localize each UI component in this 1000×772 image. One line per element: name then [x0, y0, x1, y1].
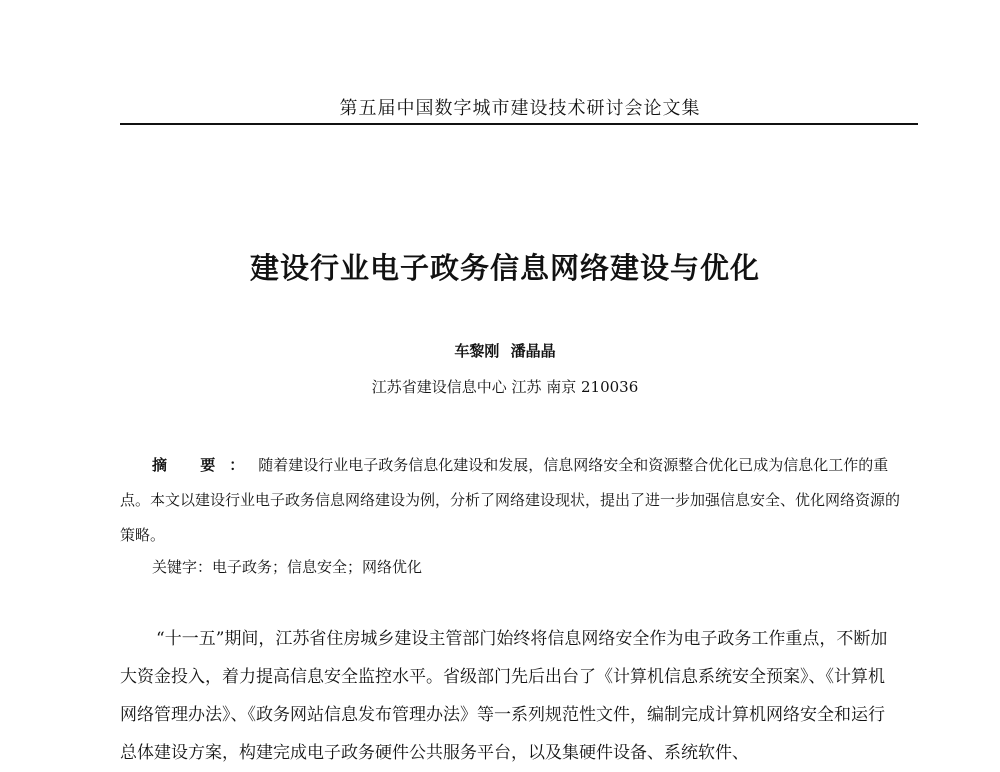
keywords	[152, 556, 912, 577]
abstract-label: 摘 要：	[152, 456, 259, 474]
keywords-text: 电子政务；信息安全；网络优化	[212, 558, 423, 576]
running-header: 第五届中国数字城市建设技术研讨会论文集	[339, 98, 701, 119]
affiliation: 江苏省建设信息中心 江苏 南京 210036	[371, 378, 639, 396]
abstract	[120, 448, 900, 553]
paper-title: 建设行业电子政务信息网络建设与优化	[249, 251, 760, 285]
authors: 车黎刚 潘晶晶	[454, 342, 556, 360]
keywords-label: 关键字：	[152, 558, 213, 576]
body-paragraph: “十一五”期间，江苏省住房城乡建设主管部门始终将信息网络安全作为电子政务工作重点，不断加大资金投入，着力提高信息安全监控水平。省级部门先后出台了《计算机信息系统安全预案》、《计算机网络管理办法》、《政务网站信息发布管理办法》等一系列规范性文件，编制完成计算机网络安全和运行总体建设方案，构建完成电子政务硬件公共服务平台，以及集硬件设备、系统软件、	[120, 629, 888, 763]
abstract-text: 随着建设行业电子政务信息化建设和发展，信息网络安全和资源整合优化已成为信息化工作的重点。本文以建设行业电子政务信息网络建设为例，分析了网络建设现状，提出了进一步加强信息安全、优化网络资源的策略。	[120, 456, 901, 544]
header-rule	[120, 123, 918, 125]
